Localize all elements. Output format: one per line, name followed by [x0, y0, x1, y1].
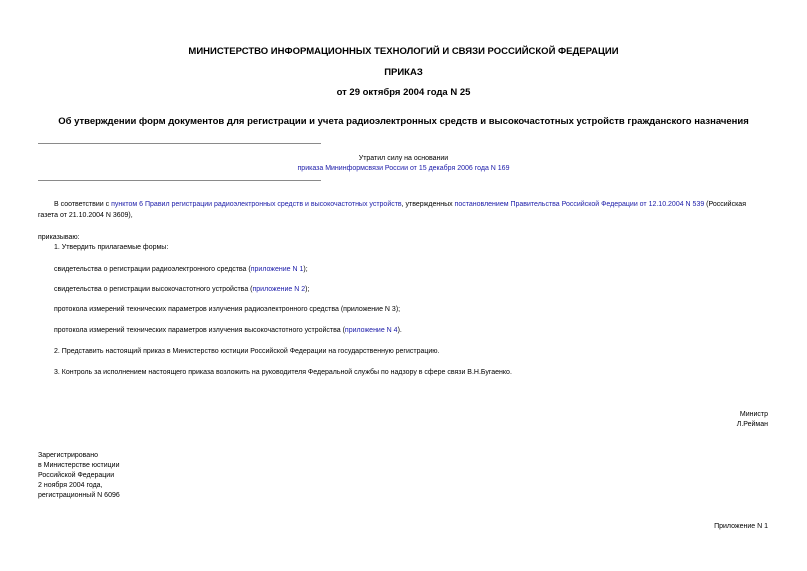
- appendix-4-link[interactable]: приложение N 4: [344, 327, 398, 334]
- appendix-1-link[interactable]: приложение N 1: [250, 266, 304, 273]
- preamble-text-c: (Российская: [704, 201, 746, 208]
- status-note-line1: Утратил силу на основании: [358, 155, 449, 162]
- preamble-paragraph: [54, 200, 774, 210]
- ministry-heading: МИНИСТЕРСТВО ИНФОРМАЦИОННЫХ ТЕХНОЛОГИЙ И СВЯЗИ РОССИЙСКОЙ ФЕДЕРАЦИИ: [188, 46, 619, 57]
- registration-line-4: 2 ноября 2004 года,: [38, 482, 103, 489]
- form-1-item: свидетельства о регистрации радиоэлектронного средства (приложение N 1);: [54, 266, 308, 273]
- resolution-link[interactable]: постановлением Правительства Российской Федерации от 12.10.2004 N 539: [454, 201, 705, 208]
- appendix-2-link[interactable]: приложение N 2: [252, 286, 306, 293]
- top-divider: [38, 143, 321, 144]
- registration-line-5: регистрационный N 6096: [38, 492, 120, 499]
- doc-title: Об утверждении форм документов для регистрации и учета радиоэлектронных средств и высокочастотных устройств гражданского назначения: [58, 116, 749, 127]
- item-3: 3. Контроль за исполнением настоящего приказа возложить на руководителя Федеральной службы по надзору в сфере связи В.Н.Бугаенко.: [54, 369, 512, 376]
- registration-line-1: Зарегистрировано: [38, 452, 98, 459]
- doc-type-heading: ПРИКАЗ: [384, 67, 423, 78]
- preamble-line2: газета от 21.10.2004 N 3609),: [38, 212, 133, 219]
- preamble-text-a: В соответствии с: [54, 201, 112, 208]
- form-4-item: протокола измерений технических параметров излучения высокочастотного устройства (приложение N 4).: [54, 327, 402, 334]
- registration-line-3: Российской Федерации: [38, 472, 115, 479]
- appendix-label: Приложение N 1: [714, 523, 768, 530]
- signature-position: Министр: [739, 411, 768, 418]
- doc-date-number: от 29 октября 2004 года N 25: [336, 87, 471, 98]
- signature-name: Л.Рейман: [736, 421, 768, 428]
- status-note-link[interactable]: приказа Мининформсвязи России от 15 декабря 2006 года N 169: [297, 165, 510, 172]
- item-1: 1. Утвердить прилагаемые формы:: [54, 244, 169, 251]
- form-3-item: протокола измерений технических параметров излучения радиоэлектронного средства (приложение N 3);: [54, 306, 401, 313]
- preamble-text-b: , утвержденных: [401, 201, 455, 208]
- bottom-divider: [38, 180, 321, 181]
- order-word: приказываю:: [38, 234, 80, 241]
- item-2: 2. Представить настоящий приказ в Министерство юстиции Российской Федерации на государственную регистрацию.: [54, 348, 440, 355]
- form-2-item: свидетельства о регистрации высокочастотного устройства (приложение N 2);: [54, 286, 310, 293]
- rules-link[interactable]: пунктом 6 Правил регистрации радиоэлектронных средств и высокочастотных устройств: [111, 201, 402, 208]
- registration-line-2: в Министерстве юстиции: [38, 462, 120, 469]
